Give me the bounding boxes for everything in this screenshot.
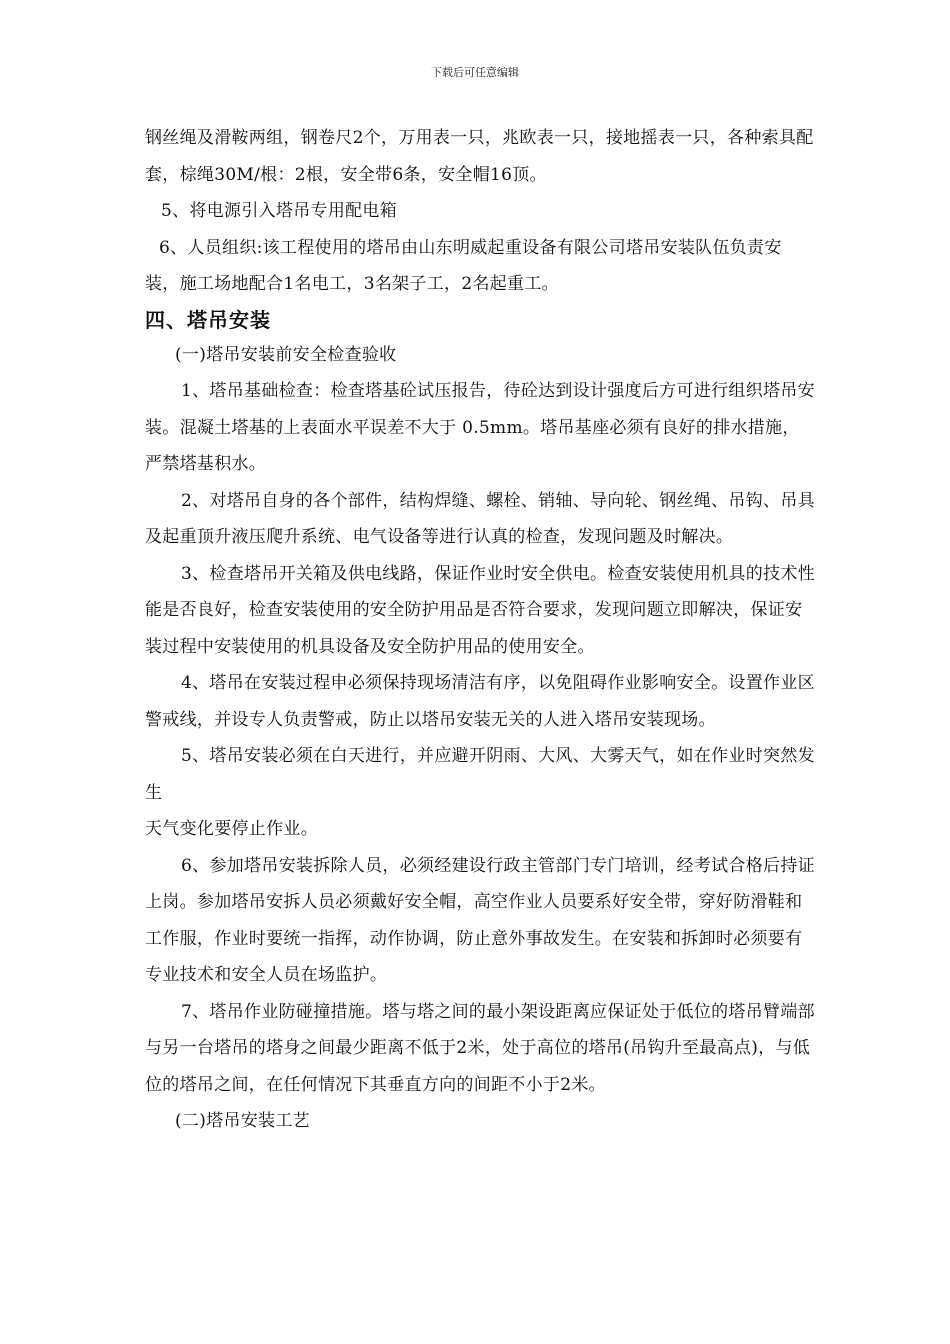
paragraph-personnel-training: 6、参加塔吊安装拆除人员，必须经建设行政主管部门专门培训，经考试合格后持证上岗。参加塔吊安拆人员必须戴好安全帽，高空作业人员要系好安全带，穿好防滑鞋和工作服，作业时要统一指挥，动作协调，防止意外事故发生。在安装和拆卸时必须要有专业技术和安全人员在场监护。 [145, 855, 815, 985]
paragraph-weather: 5、塔吊安装必须在白天进行，并应避开阴雨、大风、大雾天气，如在作业时突然发生 [145, 746, 815, 803]
paragraph-weather-continued: 天气变化要停止作业。 [145, 819, 318, 839]
paragraph-item-5-power: 5、将电源引入塔吊专用配电箱 [161, 201, 398, 221]
section-heading-tower-crane-installation: 四、塔吊安装 [145, 307, 271, 332]
paragraph-equipment-list: 钢丝绳及滑鞍两组，钢卷尺2个，万用表一只，兆欧表一只，接地摇表一只，各种索具配套，棕绳30M/根：2根，安全带6条，安全帽16顶。 [145, 128, 814, 185]
paragraph-power-check: 3、检查塔吊开关箱及供电线路，保证作业时安全供电。检查安装使用机具的技术性能是否良好，检查安装使用的安全防护用品是否符合要求，发现问题立即解决，保证安装过程中安装使用的机具设备及安全防护用品的使用安全。 [145, 563, 815, 657]
paragraph-component-check: 2、对塔吊自身的各个部件，结构焊缝、螺栓、销轴、导向轮、钢丝绳、吊钩、吊具及起重顶升液压爬升系统、电气设备等进行认真的检查，发现问题及时解决。 [145, 490, 815, 547]
paragraph-site-order: 4、塔吊在安装过程申必须保持现场清洁有序，以免阻碍作业影响安全。设置作业区警戒线，并设专人负责警戒，防止以塔吊安装无关的人进入塔吊安装现场。 [145, 673, 815, 730]
subheading-installation-process: (二)塔吊安装工艺 [175, 1111, 310, 1131]
paragraph-foundation-check: 1、塔吊基础检查：检查塔基砼试压报告，待砼达到设计强度后方可进行组织塔吊安装。混凝土塔基的上表面水平误差不大于 0.5mm。塔吊基座必须有良好的排水措施，严禁塔基积水。 [145, 381, 815, 474]
paragraph-anti-collision: 7、塔吊作业防碰撞措施。塔与塔之间的最小架设距离应保证处于低位的塔吊臂端部与另一台塔吊的塔身之间最少距离不低于2米，处于高位的塔吊(吊钩升至最高点)，与低位的塔吊之间，在任何情况下其垂直方向的间距不小于2米。 [145, 1001, 815, 1095]
subheading-pre-installation-inspection: (一)塔吊安装前安全检查验收 [175, 344, 397, 365]
paragraph-item-6-staffing: 6、人员组织:该工程使用的塔吊由山东明威起重设备有限公司塔吊安装队伍负责安装，施工场地配合1名电工，3名架子工，2名起重工。 [145, 237, 782, 294]
document-body [145, 120, 815, 1140]
page-header-note: 下载后可任意编辑 [431, 66, 519, 79]
